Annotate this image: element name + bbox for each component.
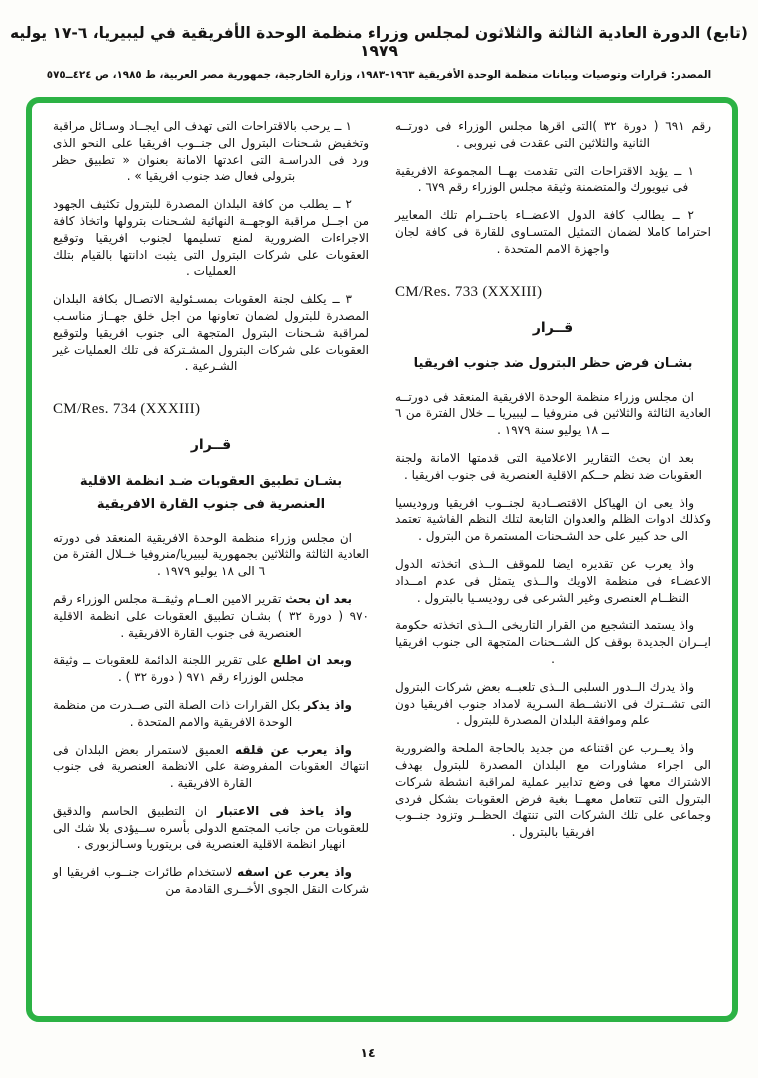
resolution-id-733: CM/Res. 733 (XXXIII) xyxy=(395,283,543,300)
resolution-id-734: CM/Res. 734 (XXXIII) xyxy=(53,401,201,418)
page-number: ١٤ xyxy=(360,1045,376,1060)
header-title: (تابع) الدورة العادية الثالثة والثلاثون لمجلس وزراء منظمة الوحدة الأفريقية في ليبيريا، ٦-١٧ يوليه ١٩٧٩ xyxy=(10,24,748,60)
numbered-item-1: ١ ــ يؤيد الاقتراحات التى تقدمت بهــا المجموعة الافريقية فى نيويورك والمتضمنة وثيقة مجلس الوزراء رقم ٦٧٩ . xyxy=(395,163,694,195)
paragraph-text: ان التطبيق الحاسم والدقيق للعقوبات من جانب المجتمع الدولى بأسره ســيؤدى بلا شك الى انهيار انظمة الاقلية العنصرية فى بريتوريا وسـالزبورى . xyxy=(53,803,369,852)
resolution-title xyxy=(53,470,369,517)
body-paragraph: بعد ان بحث التقارير الاعلامية التى قدمتها الامانة ولجنة العقوبات ضد نظم حــكم الاقلية العنصرية فى جنوب افريقيا . xyxy=(395,450,702,482)
paragraph-text: تقرير الامين العــام وثيقــة مجلس الوزراء رقم ٩٧٠ ( دورة ٣٢ ) بشـان تطبيق العقوبات على انظمة الاقلية العنصرية فى جنوب القارة الافريقية . xyxy=(53,591,369,640)
paragraph-lead: واذ يعرب عن قلقه xyxy=(235,742,352,757)
body-paragraph xyxy=(53,742,369,792)
paragraph-lead: واذ يذكر xyxy=(304,697,353,712)
body-paragraph: واذ يعرب عن تقديره ايضا للموقف الــذى اتخذته الدول الاعضـاء فى منظمة الاويك والــذى يتمثل فى عدم امــداد النظــام العنصرى وغير الشرعى فى روديسـيا بالبترول . xyxy=(395,556,711,605)
body-paragraph xyxy=(53,864,369,898)
resolution-title-line2: العنصرية فى جنوب القارة الافريقية xyxy=(96,497,326,513)
document-frame xyxy=(26,97,738,1022)
resolution-title: بشـان فرض حظر البترول ضد جنوب افريقيا xyxy=(413,356,693,372)
numbered-item-2: ٢ ــ يطلب من كافة البلدان المصدرة للبترول تكثيف الجهود من اجــل مراقبة الوجهــة النهائية لشـحنات بترولها واتخاذ كافة الاجراءات الضرورية لمنع تسليمها لجنوب افريقيا وتوقيع العقوبات على شركات البترول التى يثبت ادانتها بالقيام بتلك العمليات . xyxy=(53,197,369,279)
body-paragraph xyxy=(53,697,369,731)
paragraph-lead: بعد ان بحث xyxy=(285,591,352,606)
paragraph-text: ان مجلس وزراء منظمة الوحدة الافريقية المنعقد فى دورته العادية الثالثة والثلاثين بجمهورية ليبيريا/منروفيا خــلال الفترة من ٦ الى ١٨ يوليو ١٩٧٩ . xyxy=(53,530,369,579)
body-paragraph xyxy=(53,530,369,580)
header-source-line: المصدر: قرارات وتوصيات وبيانات منظمة الوحدة الأفريقية ١٩٦٣-١٩٨٣، وزارة الخارجية، جمهورية مصر العربية، ط ١٩٨٥، ص ٤٢٤ــ٥٧٥ xyxy=(46,69,712,81)
numbered-item-1: ١ ــ يرحب بالاقتراحات التى تهدف الى ايجــاد وسـائل مراقبة وتخفيض شـحنات البترول الى جنــوب افريقيا على النحو الذى ورد فى الدراسـة التى اعدتها الامانة بعنوان « تطبيق حظر بترولى فعال ضد جنوب افريقيا » . xyxy=(53,119,369,184)
body-paragraph xyxy=(53,803,369,853)
numbered-item-2: ٢ ــ يطالب كافة الدول الاعضــاء باحتــرام تلك المعايير احتراما كاملا لضمان التمثيل المتسـاوى للقارة فى كافة لجان واجهزة الامم المتحدة . xyxy=(395,208,711,256)
body-paragraph: ان مجلس وزراء منظمة الوحدة الافريقية المنعقد فى دورتــه العادية الثالثة والثلاثين فى منروفيا ــ ليبيريا ــ خلال الفترة من ٦ ــ ١٨ يوليو سنة ١٩٧٩ . xyxy=(395,389,711,438)
body-paragraph: واذ يدرك الــدور السلبى الــذى تلعبــه بعض شركات البترول التى تشــترك فى الانشــطة السـرية لامداد جنوب افريقيا دون علم وموافقة البلدان المصدرة للبترول . xyxy=(395,679,711,728)
body-paragraph: واذ يعى ان الهياكل الاقتصــادية لجنــوب افريقيا وروديسيا وكذلك ادوات الظلم والعدوان التابعة لتلك النظم الفاشية تعتمد الى حد كبير على حد الشـحنات المستمرة من البترول . xyxy=(395,495,711,544)
column-right xyxy=(395,118,711,1006)
body-paragraph: واذ يستمد التشجيع من القرار التاريخى الــذى اتخذته حكومة ايــران الجديدة بوقف كل الشــحنات المتجهة الى جنوب افريقيا . xyxy=(395,618,711,666)
decision-heading: قــرار xyxy=(532,319,574,336)
paragraph-lead: وبعد ان اطلع xyxy=(272,653,352,668)
paragraph-lead: واذ يعرب عن اسفه xyxy=(237,865,352,880)
resolution-title-line1: بشـان تطبيق العقوبات ضـد انظمة الاقلية xyxy=(79,473,343,489)
paragraph-text: بكل القرارات ذات الصلة التى صــدرت من منظمة الوحدة الافريقية والامم المتحدة . xyxy=(53,697,305,729)
column-left xyxy=(53,118,369,1006)
paragraph-text: على تقرير اللجنة الدائمة للعقوبات ــ وثيقة مجلس الوزراء رقم ٩٧١ ( دورة ٣٢ ) . xyxy=(53,653,304,685)
numbered-item-3: ٣ ــ يكلف لجنة العقوبات بمسـئولية الاتصـال بكافة البلدان المصدرة للبترول لضمان تعاونها من اجل خلق جهــاز مناسـب لمراقبة شـحنات البترول المتجهة الى جنوب افريقيا ولتوقيع العقوبات على شركات البترول المشـتركة فى تلك العمليات غير الشـرعية . xyxy=(53,292,369,374)
body-paragraph xyxy=(53,652,369,686)
continuation-paragraph: رقم ٦٩١ ( دورة ٣٢ )التى اقرها مجلس الوزراء فى دورتــه الثانية والثلاثين التى عقدت فى نيروبى . xyxy=(395,119,711,150)
paragraph-text: لاستخدام طائرات جنــوب افريقيا او شركات النقل الجوى الأخــرى القادمة من xyxy=(53,865,369,897)
paragraph-text: العميق لاستمرار بعض البلدان فى انتهاك العقوبات المفروضة على الانظمة العنصرية فى جنوب القارة الافريقية . xyxy=(53,742,369,791)
paragraph-lead: واذ ياخذ فى الاعتبار xyxy=(216,803,353,818)
page-header xyxy=(0,24,758,81)
decision-heading: قــرار xyxy=(190,437,232,454)
text-columns xyxy=(32,103,732,1016)
body-paragraph xyxy=(53,591,369,641)
body-paragraph: واذ يعــرب عن اقتناعه من جديد بالحاجة الملحة والضرورية الى اجراء مشاورات مع البلدان المصدرة للبترول بهدف الاشتراك معها فى وضع تدابير عملية لمراقبة انشطة شركات البترول التى تتعامل معهــا بغية فرض العقوبات بشكل فردى وجماعى على تلك الشركات التى تنتهك الحظــر وتزود جنــوب افريقيا بالبترول . xyxy=(395,741,711,840)
